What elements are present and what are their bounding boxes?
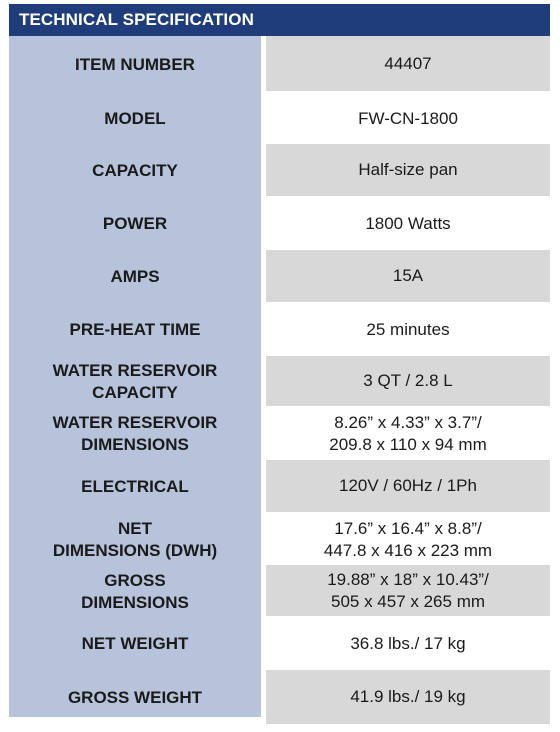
spec-value: Half-size pan <box>266 144 550 196</box>
spec-value: 1800 Watts <box>266 198 550 250</box>
spec-table <box>9 36 550 726</box>
spec-row-amps <box>9 250 550 304</box>
spec-label: GROSS DIMENSIONS <box>81 570 189 612</box>
spec-label: ELECTRICAL <box>81 477 189 496</box>
spec-value: 19.88” x 18” x 10.43”/ 505 x 457 x 265 mm <box>266 565 550 616</box>
spec-label: WATER RESERVOIR DIMENSIONS <box>52 413 218 454</box>
spec-label: MODEL <box>104 108 166 128</box>
spec-row-gross-dimensions <box>9 565 550 618</box>
spec-value: 17.6” x 16.4” x 8.8”/ 447.8 x 416 x 223 mm <box>266 514 550 565</box>
spec-label: GROSS WEIGHT <box>67 688 203 707</box>
spec-value: 8.26” x 4.33” x 3.7”/ 209.8 x 110 x 94 mm <box>266 408 550 460</box>
spec-value: 15A <box>266 250 550 302</box>
spec-row-power <box>9 198 550 250</box>
spec-header: TECHNICAL SPECIFICATION <box>9 4 550 36</box>
spec-row-net-dimensions <box>9 514 550 565</box>
spec-row-preheat-time <box>9 304 550 356</box>
spec-label: PRE-HEAT TIME <box>69 320 201 339</box>
spec-label: POWER <box>102 214 168 233</box>
spec-label: NET DIMENSIONS (DWH) <box>52 518 218 560</box>
spec-value: 41.9 lbs./ 19 kg <box>266 670 550 724</box>
spec-label: WATER RESERVOIR CAPACITY <box>52 361 218 402</box>
spec-label: CAPACITY <box>92 161 178 180</box>
spec-label: AMPS <box>110 267 160 286</box>
spec-row-gross-weight <box>9 670 550 726</box>
spec-row-model <box>9 93 550 144</box>
spec-value: 36.8 lbs./ 17 kg <box>266 618 550 670</box>
spec-row-item-number <box>9 36 550 93</box>
spec-value: 120V / 60Hz / 1Ph <box>266 460 550 512</box>
spec-row-reservoir-dimensions <box>9 408 550 460</box>
spec-value: 3 QT / 2.8 L <box>266 356 550 406</box>
spec-label: NET WEIGHT <box>81 634 189 653</box>
spec-row-electrical <box>9 460 550 514</box>
spec-label: ITEM NUMBER <box>75 54 195 74</box>
spec-row-capacity <box>9 144 550 198</box>
spec-value: 25 minutes <box>266 304 550 356</box>
spec-value: FW-CN-1800 <box>266 93 550 144</box>
spec-row-net-weight <box>9 618 550 670</box>
spec-value: 44407 <box>266 36 550 91</box>
spec-row-reservoir-capacity <box>9 356 550 408</box>
